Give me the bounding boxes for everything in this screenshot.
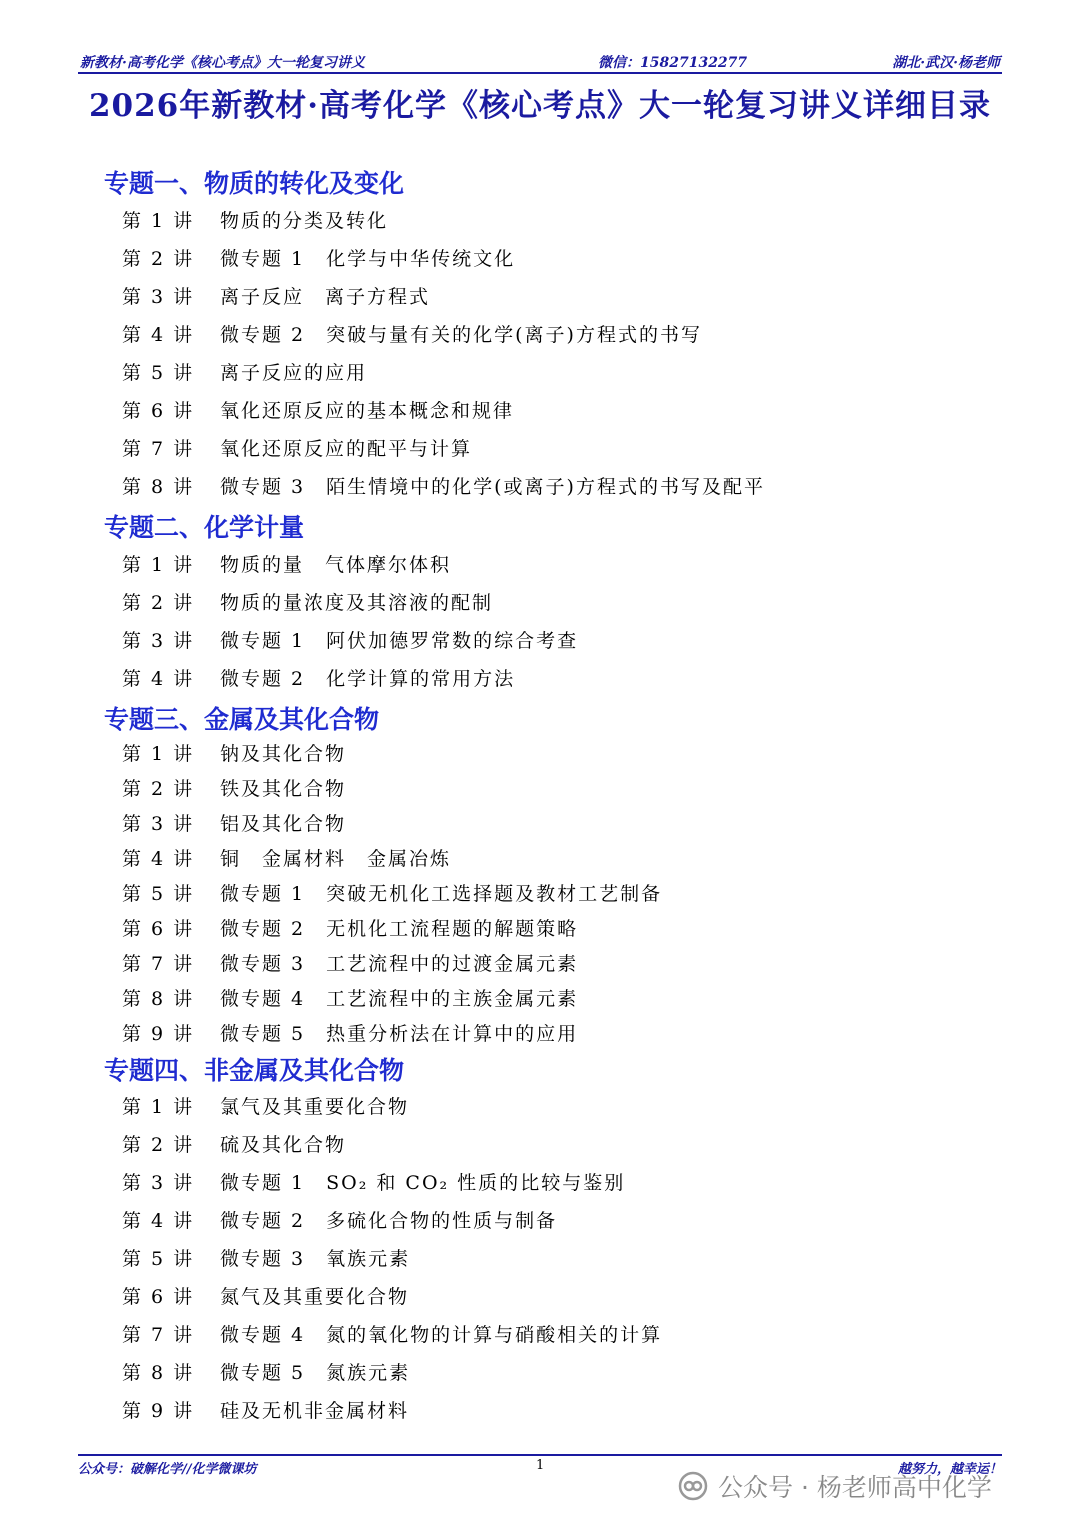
lecture-title: 微专题 3 氧族元素 xyxy=(220,1248,411,1270)
lecture-title: 硫及其化合物 xyxy=(220,1134,347,1156)
lecture-number: 第 6 讲 xyxy=(122,1286,195,1308)
lecture-title: 微专题 1 SO₂ 和 CO₂ 性质的比较与鉴别 xyxy=(220,1172,626,1194)
lecture-number: 第 7 讲 xyxy=(122,438,195,460)
watermark-text: 公众号 · 杨老师高中化学 xyxy=(718,1473,992,1502)
lecture-title: 氯气及其重要化合物 xyxy=(220,1096,410,1118)
lecture-number: 第 8 讲 xyxy=(122,476,195,498)
lecture-number: 第 7 讲 xyxy=(122,953,195,975)
lecture-title: 铜 金属材料 金属冶炼 xyxy=(220,848,452,870)
lecture-title: 物质的分类及转化 xyxy=(220,210,389,232)
header-right-text: 湖北·武汉·杨老师 xyxy=(892,55,1000,71)
section-heading: 专题一、物质的转化及变化 xyxy=(104,169,405,198)
lecture-number: 第 1 讲 xyxy=(122,1096,195,1118)
header-wechat-text: 微信：15827132277 xyxy=(598,55,748,71)
lecture-title: 微专题 2 突破与量有关的化学(离子)方程式的书写 xyxy=(220,324,702,346)
lecture-number: 第 7 讲 xyxy=(122,1324,195,1346)
lecture-title: 微专题 1 突破无机化工选择题及教材工艺制备 xyxy=(220,883,663,905)
lecture-number: 第 4 讲 xyxy=(122,668,195,690)
lecture-title: 氧化还原反应的基本概念和规律 xyxy=(220,400,515,422)
lecture-number: 第 4 讲 xyxy=(122,848,195,870)
page-header xyxy=(78,50,1002,74)
lecture-title: 铁及其化合物 xyxy=(220,778,347,800)
page-title: 2026年新教材·高考化学《核心考点》大一轮复习讲义详细目录 xyxy=(88,88,992,124)
lecture-number: 第 4 讲 xyxy=(122,1210,195,1232)
lecture-number: 第 3 讲 xyxy=(122,1172,195,1194)
lecture-title: 微专题 4 工艺流程中的主族金属元素 xyxy=(220,988,579,1010)
header-divider xyxy=(78,72,1002,74)
lecture-title: 离子反应 离子方程式 xyxy=(220,286,431,308)
section-heading: 专题二、化学计量 xyxy=(104,513,305,542)
lecture-number: 第 1 讲 xyxy=(122,210,195,232)
lecture-number: 第 1 讲 xyxy=(122,743,195,765)
lecture-number: 第 4 讲 xyxy=(122,324,195,346)
lecture-title: 微专题 3 工艺流程中的过渡金属元素 xyxy=(220,953,579,975)
lecture-title: 微专题 1 化学与中华传统文化 xyxy=(220,248,516,270)
lecture-title: 铝及其化合物 xyxy=(220,813,347,835)
lecture-title: 物质的量 气体摩尔体积 xyxy=(220,554,452,576)
section-heading: 专题三、金属及其化合物 xyxy=(104,705,380,734)
lecture-title: 离子反应的应用 xyxy=(220,362,368,384)
lecture-title: 氧化还原反应的配平与计算 xyxy=(220,438,473,460)
wechat-channel-icon xyxy=(678,1471,708,1501)
lecture-number: 第 2 讲 xyxy=(122,592,195,614)
lecture-number: 第 6 讲 xyxy=(122,400,195,422)
lecture-number: 第 3 讲 xyxy=(122,630,195,652)
lecture-title: 微专题 4 氮的氧化物的计算与硝酸相关的计算 xyxy=(220,1324,663,1346)
lecture-title: 微专题 5 氮族元素 xyxy=(220,1362,411,1384)
lecture-number: 第 2 讲 xyxy=(122,1134,195,1156)
page-number: 1 xyxy=(536,1458,545,1473)
section-heading: 专题四、非金属及其化合物 xyxy=(104,1056,405,1085)
lecture-title: 微专题 2 化学计算的常用方法 xyxy=(220,668,516,690)
lecture-title: 氮气及其重要化合物 xyxy=(220,1286,410,1308)
lecture-number: 第 1 讲 xyxy=(122,554,195,576)
lecture-number: 第 5 讲 xyxy=(122,883,195,905)
lecture-number: 第 9 讲 xyxy=(122,1400,195,1422)
lecture-title: 微专题 3 陌生情境中的化学(或离子)方程式的书写及配平 xyxy=(220,476,765,498)
footer-left-text: 公众号：破解化学//化学微课坊 xyxy=(78,1462,257,1477)
lecture-title: 微专题 2 多硫化合物的性质与制备 xyxy=(220,1210,558,1232)
lecture-title: 微专题 2 无机化工流程题的解题策略 xyxy=(220,918,579,940)
lecture-title: 物质的量浓度及其溶液的配制 xyxy=(220,592,494,614)
lecture-number: 第 6 讲 xyxy=(122,918,195,940)
watermark xyxy=(678,1466,992,1506)
lecture-number: 第 3 讲 xyxy=(122,813,195,835)
lecture-number: 第 8 讲 xyxy=(122,1362,195,1384)
lecture-title: 钠及其化合物 xyxy=(220,743,347,765)
lecture-number: 第 2 讲 xyxy=(122,778,195,800)
lecture-title: 微专题 1 阿伏加德罗常数的综合考查 xyxy=(220,630,579,652)
footer-right-text: 越努力，越幸运！ xyxy=(897,1462,1002,1477)
lecture-number: 第 3 讲 xyxy=(122,286,195,308)
lecture-title: 硅及无机非金属材料 xyxy=(220,1400,410,1422)
header-left-text: 新教材·高考化学《核心考点》大一轮复习讲义 xyxy=(80,55,365,71)
lecture-number: 第 8 讲 xyxy=(122,988,195,1010)
lecture-number: 第 5 讲 xyxy=(122,362,195,384)
lecture-number: 第 2 讲 xyxy=(122,248,195,270)
lecture-number: 第 9 讲 xyxy=(122,1023,195,1045)
lecture-number: 第 5 讲 xyxy=(122,1248,195,1270)
lecture-title: 微专题 5 热重分析法在计算中的应用 xyxy=(220,1023,579,1045)
